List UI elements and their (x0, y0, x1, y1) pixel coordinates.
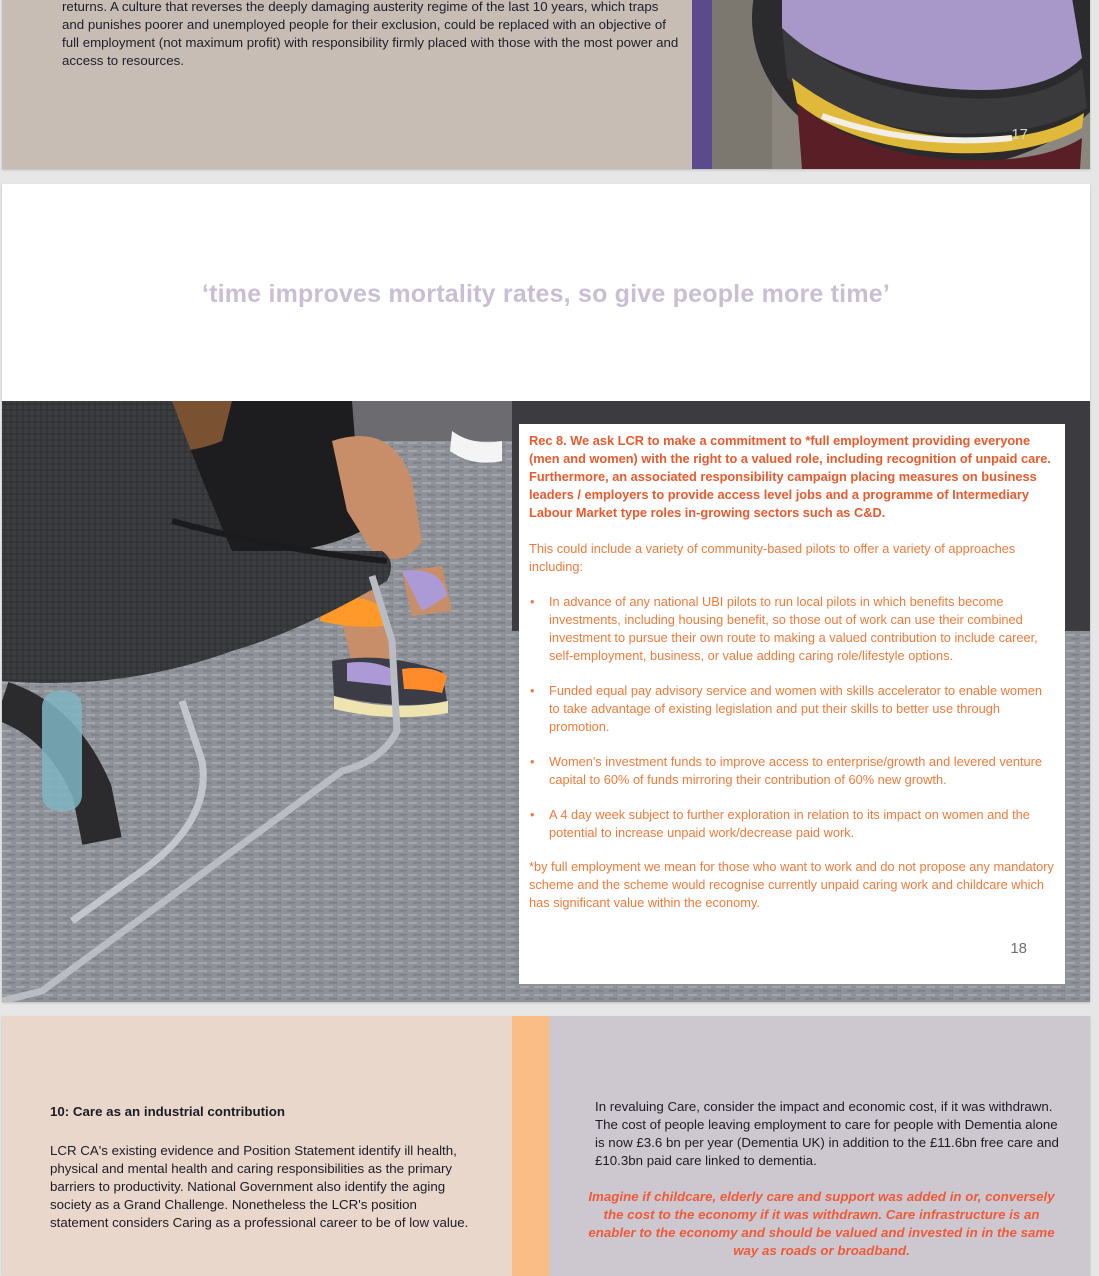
list-item (529, 593, 1055, 665)
slide-19-right-panel (549, 1016, 1090, 1276)
rec-8-text: Rec 8. We ask LCR to make a commitment to *full employment providing everyone (men and women) with the right to a valued role, including recognition of unpaid care. Furthermore, an associated responsibility campaign placing measures on business leaders / employers to provide access level jobs and a programme of Intermediary Labour Market type roles in-growing sectors such as C&D. (529, 433, 1051, 520)
slide-19-heading: 10: Care as an industrial contribution (50, 1104, 285, 1119)
slide-17-page-number: 17 (1011, 126, 1028, 143)
slide-18-quote: ‘time improves mortality rates, so give people more time’ (201, 280, 890, 308)
list-item-text: Women's investment funds to improve access to enterprise/growth and levered venture capital to 60% of funds mirroring their contribution of 60% new growth. (549, 754, 1042, 787)
slide-19-callout: Imagine if childcare, elderly care and support was added in or, conversely the cost to the economy if it was withdrawn. Care infrastructure is an enabler to the economy and should be valued and invested in in the same way as roads or broadband. (588, 1189, 1055, 1258)
list-item-text: In advance of any national UBI pilots to run local pilots in which benefits become investments, including housing benefit, so those out of work can use their combined investment to pursue their own route to making a valued contribution to include career, self-employment, business, or value adding caring role/lifestyle options. (549, 594, 1038, 663)
list-item (529, 806, 1055, 842)
rec-8-intro: This could include a variety of community-based pilots to offer a variety of approaches including: (529, 541, 1016, 574)
slide-18-recommendation-box (519, 424, 1065, 984)
rec-8-bullet-list (529, 593, 1055, 842)
slide-17-accent-bar (692, 0, 712, 169)
bullet-icon: • (530, 807, 535, 822)
slide-17-sneaker-photo (712, 0, 1090, 169)
bullet-icon: • (530, 683, 535, 698)
list-item (529, 753, 1055, 789)
list-item-text: Funded equal pay advisory service and women with skills accelerator to enable women to take advantage of existing legislation and put their skills to better use through promotion. (549, 683, 1042, 734)
list-item-text: A 4 day week subject to further exploration in relation to its impact on women and the potential to increase unpaid work/decrease paid work. (549, 807, 1030, 840)
slide-19-left-panel (2, 1016, 512, 1276)
bullet-icon: • (530, 754, 535, 769)
slide-19-left-body: LCR CA's existing evidence and Position Statement identify ill health, physical and mental health and caring responsibilities as the primary barriers to productivity. National Government also identify the aging society as a Grand Challenge. Nonetheless the LCR's position statement considers Caring as a professional career to be of low value. (50, 1143, 469, 1230)
slide-18 (2, 184, 1090, 1002)
rec-8-footnote: *by full employment we mean for those who want to work and do not propose any mandatory scheme and the scheme would recognise currently unpaid caring work and childcare which has significant value within the economy. (529, 859, 1054, 910)
list-item (529, 682, 1055, 736)
bullet-icon: • (530, 594, 535, 609)
slide-19 (2, 1016, 1090, 1276)
slide-18-page-number: 18 (1010, 940, 1027, 957)
slide-19-right-body: In revaluing Care, consider the impact and economic cost, if it was withdrawn. The cost of people leaving employment to care for people with Dementia alone is now £3.6 bn per year (Dementia UK) in addition to the £11.6bn free care and £10.3bn paid care linked to dementia. (595, 1099, 1059, 1168)
slide-19-accent-bar (512, 1016, 549, 1276)
slide-17-body-text: returns. A culture that reverses the deeply damaging austerity regime of the last 10 years, which traps and punishes poorer and unemployed people for their exclusion, could be replaced with an objective of full employment (not maximum profit) with responsibility firmly placed with those with the most power and access to resources. (62, 0, 679, 68)
slide-17 (2, 0, 1090, 169)
